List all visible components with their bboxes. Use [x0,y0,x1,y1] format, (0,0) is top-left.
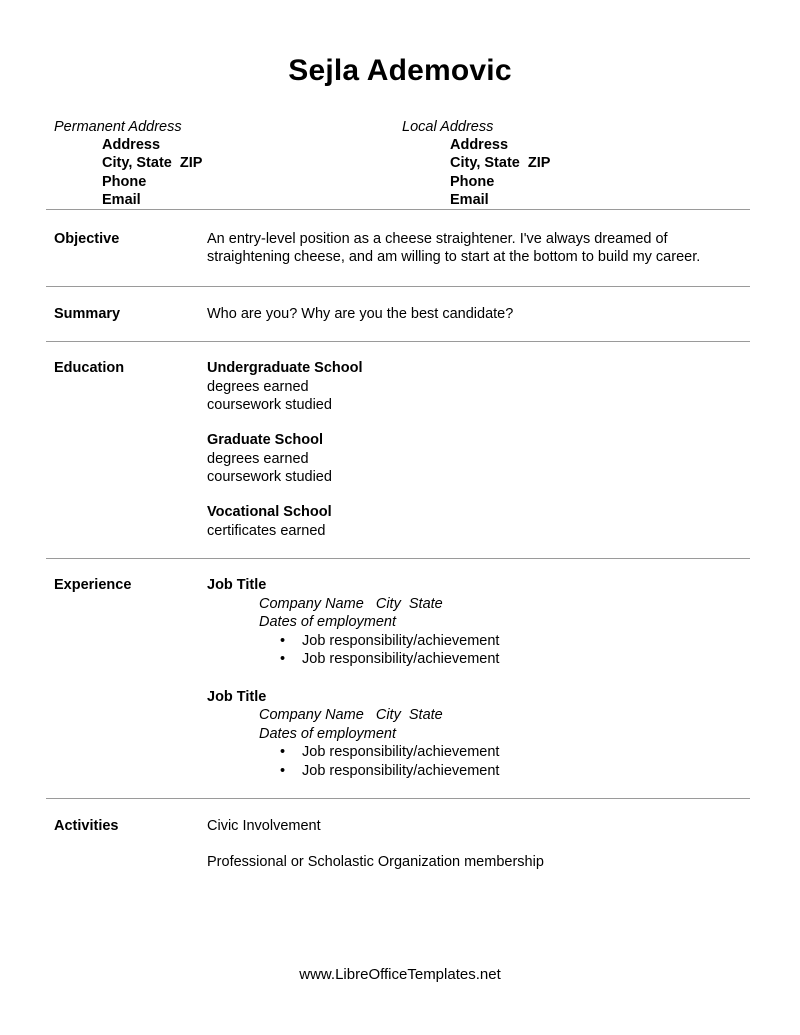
section-label-education: Education [54,360,125,377]
section-body-education [207,359,750,540]
job-title: Job Title [207,688,267,705]
job-dates: Dates of employment [259,725,397,742]
activity-item: Professional or Scholastic Organization membership [207,854,544,871]
education-school-name: Graduate School [207,432,324,449]
job-bullet-list [207,632,750,669]
section-activities [0,799,800,890]
section-body-summary [207,305,750,323]
education-detail: coursework studied [207,396,332,413]
local-address-column [402,118,750,209]
summary-text: Who are you? Why are you the best candidate? [207,305,514,322]
job-bullet-item [280,743,750,762]
section-experience [0,559,800,798]
section-label-objective: Objective [54,231,120,248]
permanent-address-lines [54,136,402,209]
page-title: Sejla Ademovic [288,54,512,87]
experience-entry [207,688,750,780]
section-summary [0,287,800,341]
local-address-lines [402,136,750,209]
job-bullet-item [280,650,750,669]
education-school-name: Vocational School [207,504,332,521]
job-bullet-text: Job responsibility/achievement [302,743,500,760]
address-block [0,118,800,209]
job-company: Company Name City State [259,595,443,612]
job-bullet-text: Job responsibility/achievement [302,632,500,649]
address-line: Address [102,137,161,153]
objective-text: An entry-level position as a cheese straightener. I've always dreamed of straightening cheese, and am willing to start at the bottom to build my career. [207,231,701,266]
address-line: City, State ZIP [102,155,203,172]
section-objective [0,210,800,286]
bullet-icon: • [280,743,286,760]
education-entry [207,431,750,486]
bullet-icon: • [280,762,286,779]
job-bullet-list [207,743,750,780]
bullet-icon: • [280,632,286,649]
education-entry [207,503,750,540]
bullet-icon: • [280,651,286,668]
activity-item: Civic Involvement [207,818,321,835]
section-label-experience: Experience [54,577,132,594]
education-detail: certificates earned [207,523,326,540]
education-school-name: Undergraduate School [207,360,363,377]
section-label-summary: Summary [54,305,121,322]
job-company: Company Name City State [259,707,443,724]
section-education [0,342,800,558]
address-line: Phone [102,173,147,190]
education-detail: degrees earned [207,450,309,467]
job-bullet-item [280,632,750,651]
permanent-address-heading: Permanent Address [54,119,182,135]
section-body-objective [207,230,750,267]
job-bullet-text: Job responsibility/achievement [302,762,500,779]
job-bullet-item [280,762,750,781]
address-line: Phone [450,173,495,190]
footer-url: www.LibreOfficeTemplates.net [299,966,501,983]
section-label-activities: Activities [54,818,119,835]
experience-entry [207,576,750,668]
job-dates: Dates of employment [259,614,397,631]
activity-spacer [207,835,750,853]
education-detail: coursework studied [207,469,332,486]
address-line: Email [450,191,489,208]
address-line: City, State ZIP [450,155,551,172]
section-body-activities [207,817,750,872]
job-bullet-text: Job responsibility/achievement [302,651,500,668]
job-title: Job Title [207,577,267,594]
permanent-address-column [54,118,402,209]
address-line: Address [450,137,509,153]
local-address-heading: Local Address [402,119,494,135]
section-body-experience [207,576,750,780]
education-entry [207,359,750,414]
address-line: Email [102,191,141,208]
education-detail: degrees earned [207,378,309,395]
